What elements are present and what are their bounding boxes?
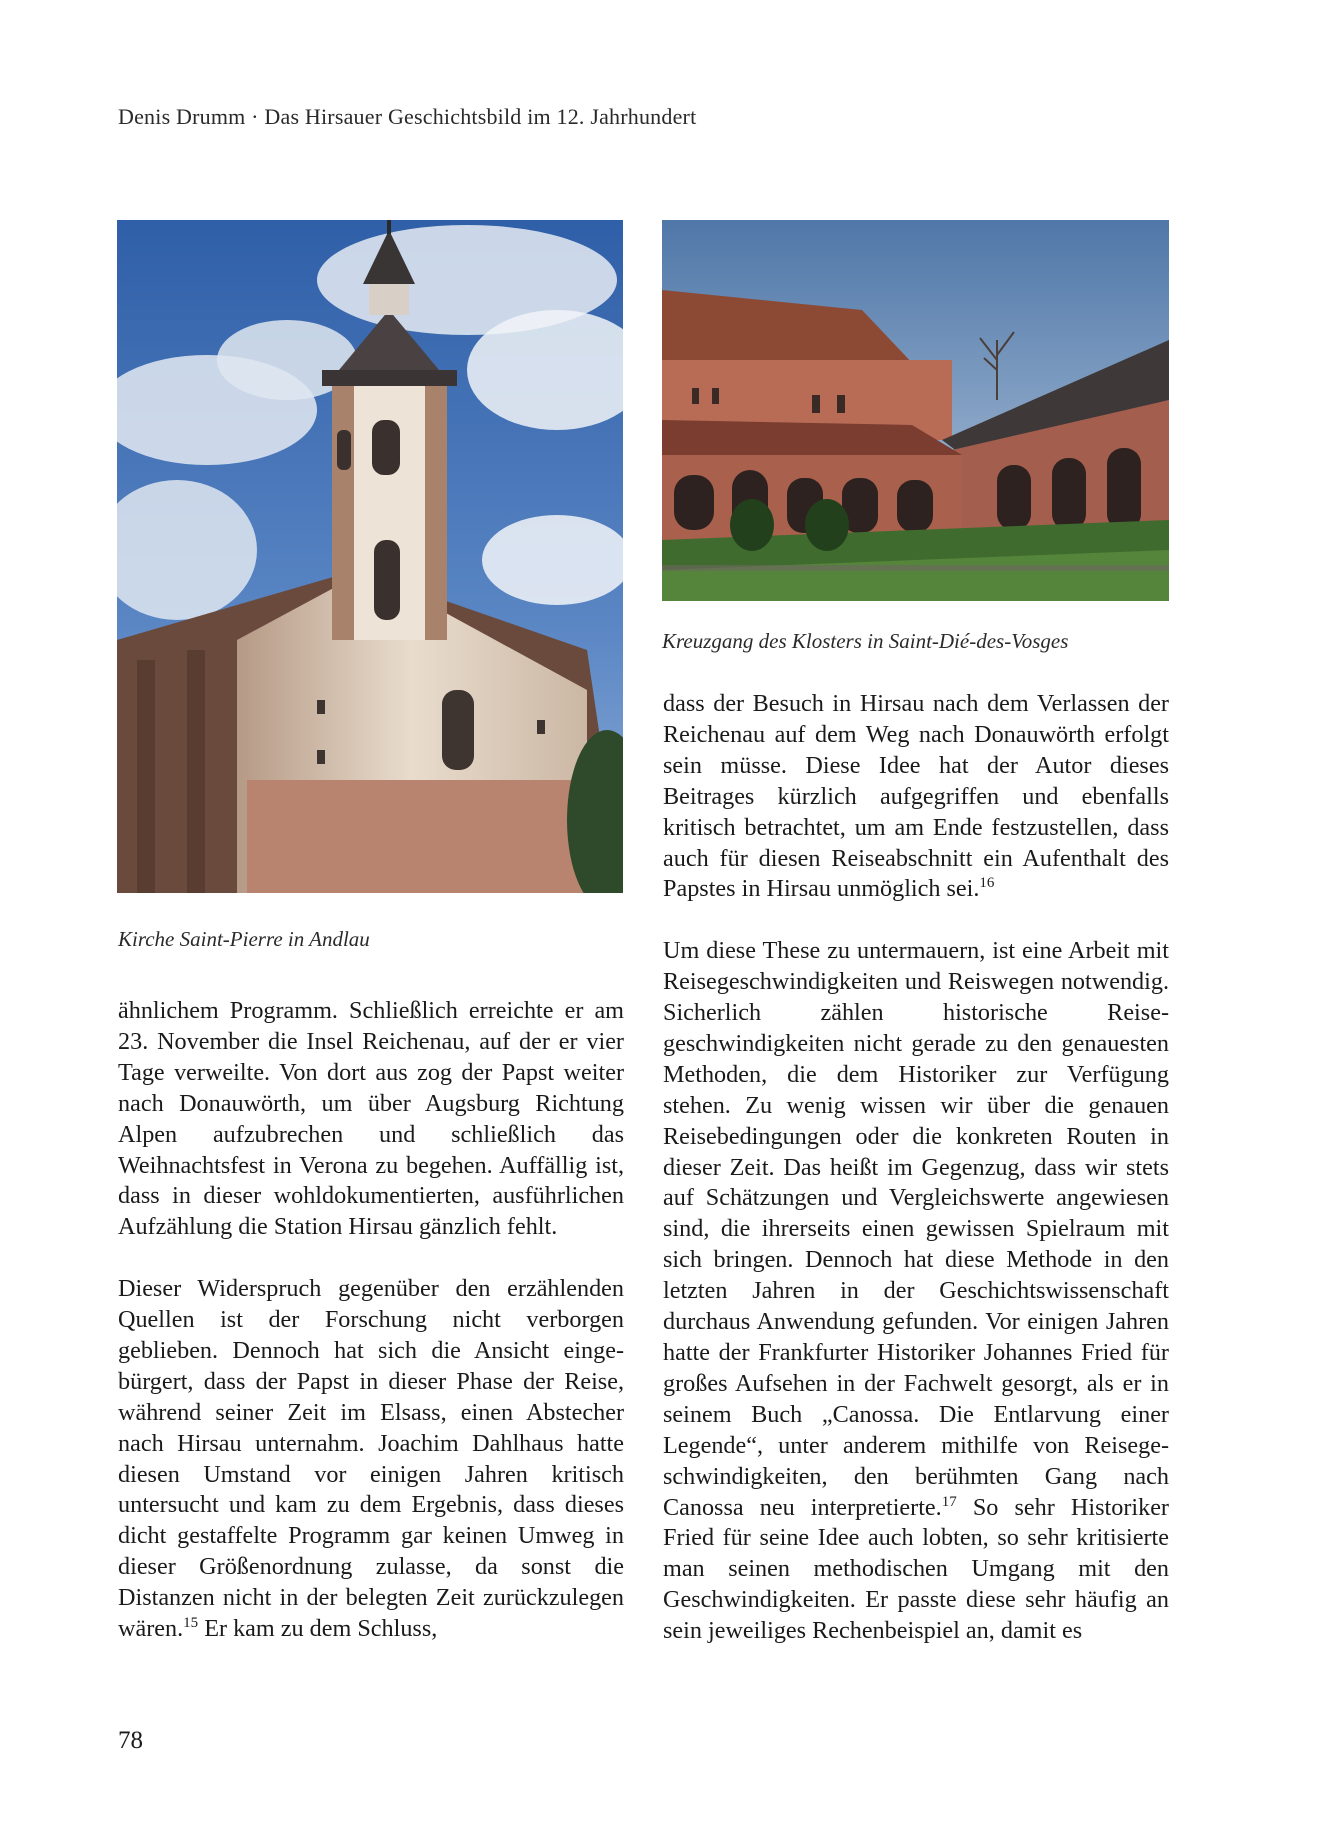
saint-die-caption: Kreuzgang des Klosters in Saint-Dié-des-Vosges — [662, 629, 1069, 653]
saint-die-cloister-photo — [662, 220, 1169, 601]
andlau-church-photo — [117, 220, 623, 893]
running-head: Denis Drumm · Das Hirsauer Geschichtsbild im 12. Jahrhundert — [118, 104, 697, 129]
left-text-column — [118, 996, 624, 1645]
footnote-ref-17[interactable]: 17 — [941, 1493, 957, 1510]
left-paragraph-1: ähnlichem Programm. Schließlich erreichte er am 23. November die Insel Reichenau, auf der er vier Tage verweilte. Von dort aus zog der Papst weiter nach Donauwörth, um über Augsburg Richtung Alpen aufzubrechen und schließlich das Weihnachtsfest in Verona zu begehen. Auffällig ist, dass in dieser wohldokumentierten, ausführlichen Aufzählung die Station Hirsau gänzlich fehlt. — [118, 997, 624, 1241]
left-paragraph-2: Dieser Widerspruch gegenüber den erzählenden Quellen ist der Forschung nicht verborgen geblieben. Dennoch hat sich die Ansicht eingebürgert, dass der Papst in dieser Phase der Reise, während seiner Zeit im Elsass, einen Abstecher nach Hirsau unternahm. Joachim Dahlhaus hatte diesen Umstand vor einigen Jahren kritisch untersucht und kam zu dem Ergebnis, dass dieses dicht gestaffelte Programm gar keinen Umweg in dieser Größenordnung zulasse, da sonst die Distanzen nicht in der belegten Zeit zurückzulegen wären.$^{15}$ Er kam zu dem Schluss, — [118, 1275, 624, 1643]
page-number: 78 — [118, 1727, 143, 1754]
footnote-ref-16[interactable]: 16 — [979, 875, 995, 892]
right-paragraph-1: dass der Besuch in Hirsau nach dem Verlassen der Reichenau auf dem Weg nach Donauwörth erfolgt sein müsse. Diese Idee hat der Autor dieses Beitrages kürzlich aufgegriffen und ebenfalls kritisch betrachtet, um am Ende festzustellen, dass auch für diesen Reiseabschnitt ein Aufenthalt des Papstes in Hirsau unmöglich sei.$^{16}$ — [663, 690, 1169, 903]
right-text-column — [663, 689, 1169, 1647]
right-paragraph-2: Um diese These zu untermauern, ist eine Arbeit mit Reisegeschwindigkeiten und Reiswegen notwendig. Sicherlich zählen historische Reisegeschwindigkeiten nicht gerade zu den genauesten Methoden, die dem Historiker zur Verfügung stehen. Zu wenig wissen wir über die genauen Reisebedingungen oder die konkreten Routen in dieser Zeit. Das heißt im Gegenzug, dass wir stets auf Schätzungen und Vergleichswerte angewiesen sind, die ihrerseits einen gewissen Spielraum mit sich bringen. Dennoch hat diese Methode in den letzten Jahren in der Geschichtswissenschaft durchaus Anwendung gefunden. Vor einigen Jahren hatte der Frankfurter Historiker Johannes Fried für großes Aufsehen in der Fachwelt gesorgt, als er in seinem Buch „Canossa. Die Entlarvung einer Legende“, unter anderem mithilfe von Reisegeschwindigkeiten, den berühmten Gang nach Canossa neu interpretierte.$^{17}$ So sehr Historiker Fried für seine Idee auch lobten, so sehr kritisierte man seinen methodischen Umgang mit den Geschwindigkeiten. Er passte diese sehr häufig an sein jeweiliges Rechenbeispiel an, damit es — [663, 937, 1169, 1645]
footnote-ref-15[interactable]: 15 — [183, 1615, 199, 1632]
andlau-caption: Kirche Saint-Pierre in Andlau — [118, 927, 370, 951]
